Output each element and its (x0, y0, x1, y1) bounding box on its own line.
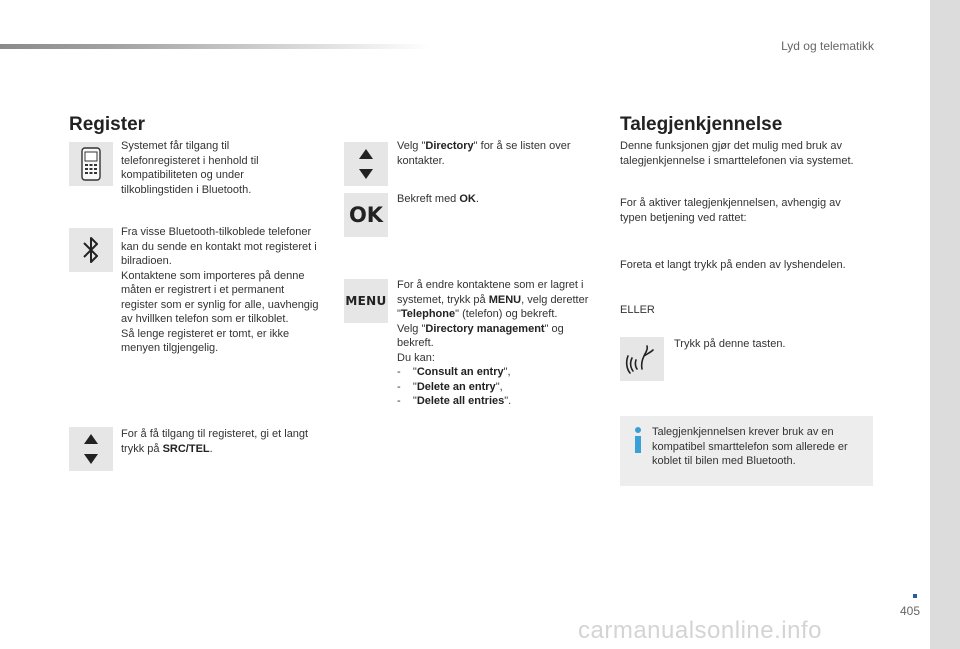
access-register-text: For å få tilgang til registeret, gi et langt trykk på SRC/TEL. (121, 428, 309, 455)
voice-command-icon (625, 342, 659, 376)
voice-key-icon-box (620, 337, 664, 381)
menu-button-icon-box (344, 279, 388, 323)
page-marker (913, 594, 917, 598)
arrows-icon-box-middle (344, 142, 388, 186)
phone-icon-box (69, 142, 113, 186)
option-item: - "Delete all entries". (397, 395, 512, 407)
or-label: ELLER (620, 304, 655, 316)
src-tel-key: SRC/TEL (162, 442, 210, 455)
voice-title: Talegjenkjennelse (620, 114, 783, 135)
info-note-text: Talegjenkjennelsen krever bruk av en kompatibel smarttelefon som allerede er koblet til bilen med Bluetooth. (652, 426, 848, 467)
voice-activate-text: For å aktiver talegjenkjennelsen, avhengig av typen betjening ved rattet: (620, 197, 841, 224)
edit-contacts-text: For å endre kontaktene som er lagret i systemet, trykk på MENU, velg deretter "Telephone" (telefon) og bekreft. Velg "Directory management" og bekreft. Du kan: - "Consult an entry", - "Delete an entry", - "Delete all entries". (397, 278, 597, 409)
section-label: Lyd og telematikk (781, 39, 874, 53)
register-title: Register (69, 114, 146, 135)
phone-register-text: Systemet får tilgang til telefonregisteret i henhold til kompatibiliteten og under tilkoblingstiden i Bluetooth. (121, 140, 259, 196)
bluetooth-import-text (121, 225, 319, 356)
up-down-arrows-icon (356, 147, 376, 181)
bluetooth-text-3: Så lenge registeret er tomt, er ikke menyen tilgjengelig. (121, 327, 290, 354)
page-edge-strip (930, 0, 960, 649)
bluetooth-text-1: Fra visse Bluetooth-tilkoblede telefoner kan du sende en kontakt mot registeret i bilradioen. (121, 226, 317, 267)
options-label: Du kan: (397, 351, 435, 364)
option-item: - "Consult an entry", (397, 366, 511, 378)
watermark: carmanualsonline.info (578, 617, 822, 644)
press-key-text: Trykk på denne tasten. (674, 338, 786, 350)
bluetooth-text-2: Kontaktene som importeres på denne måten er registrert i et permanent register som er synlig for alle, uavhengig av hvillken telefon som er tilkoblet. (121, 269, 319, 325)
ok-key-label: OK (348, 203, 384, 227)
info-note-box (620, 416, 873, 486)
arrows-icon-box-left (69, 427, 113, 471)
page-number: 405 (900, 604, 921, 618)
long-press-text: Foreta et langt trykk på enden av lyshendelen. (620, 259, 846, 271)
bluetooth-icon (81, 234, 101, 266)
header-gradient-bar (0, 44, 430, 49)
info-icon (630, 426, 646, 454)
ok-button-icon-box (344, 193, 388, 237)
voice-intro-text: Denne funksjonen gjør det mulig med bruk av talegjenkjennelse i smarttelefonen via systemet. (620, 140, 854, 167)
up-down-arrows-icon (81, 432, 101, 466)
menu-key-label: MENU (345, 294, 387, 308)
option-item: - "Delete an entry", (397, 380, 503, 393)
select-directory-text: Velg "Directory" for å se listen over kontakter. (397, 140, 571, 167)
confirm-ok-text: Bekreft med OK. (397, 193, 479, 205)
mobile-phone-icon (80, 147, 102, 181)
bluetooth-icon-box (69, 228, 113, 272)
